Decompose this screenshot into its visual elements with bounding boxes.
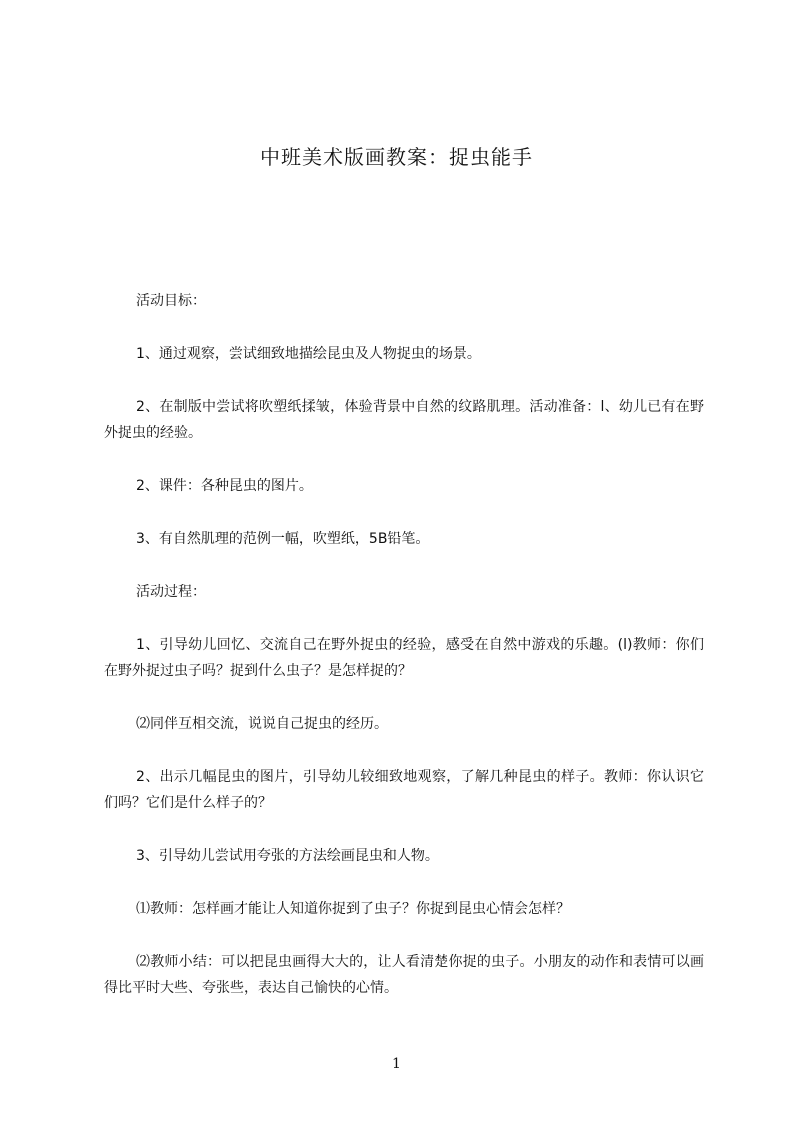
document-body [104,288,704,1028]
paragraph-process-heading: 活动过程： [136,584,206,600]
paragraph-prep-2: 2、课件：各种昆虫的图片。 [136,478,313,494]
paragraph-process-1: 1、引导幼儿回忆、交流自己在野外捉虫的经验，感受在自然中游戏的乐趣。(l)教师：你们在野外捉过虫子吗？捉到什么虫子？是怎样捉的？ [104,637,704,679]
paragraph-process-3-2: ⑵教师小结：可以把昆虫画得大大的，让人看清楚你捉的虫子。小朋友的动作和表情可以画得比平时大些、夸张些，表达自己愉快的心情。 [104,954,704,996]
paragraph-goal-2-and-prep-1: 2、在制版中尝试将吹塑纸揉皱，体验背景中自然的纹路肌理。活动准备：l、幼儿已有在野外捉虫的经验。 [104,399,704,441]
paragraph-activity-goals-heading: 活动目标： [136,293,206,309]
paragraph-process-3-1: ⑴教师：怎样画才能让人知道你捉到了虫子？你捉到昆虫心情会怎样？ [136,901,570,917]
paragraph-process-3: 3、引导幼儿尝试用夸张的方法绘画昆虫和人物。 [136,848,439,864]
paragraph-process-2: 2、出示几幅昆虫的图片，引导幼儿较细致地观察，了解几种昆虫的样子。教师：你认识它们吗？它们是什么样子的？ [104,769,704,811]
paragraph-prep-3: 3、有自然肌理的范例一幅，吹塑纸，5B铅笔。 [136,531,430,547]
document-title: 中班美术版画教案：捉虫能手 [260,145,533,169]
paragraph-process-1-2: ⑵同伴互相交流，说说自己捉虫的经历。 [136,716,388,732]
page-number: 1 [392,1056,401,1072]
paragraph-goal-1: 1、通过观察，尝试细致地描绘昆虫及人物捉虫的场景。 [136,346,481,362]
